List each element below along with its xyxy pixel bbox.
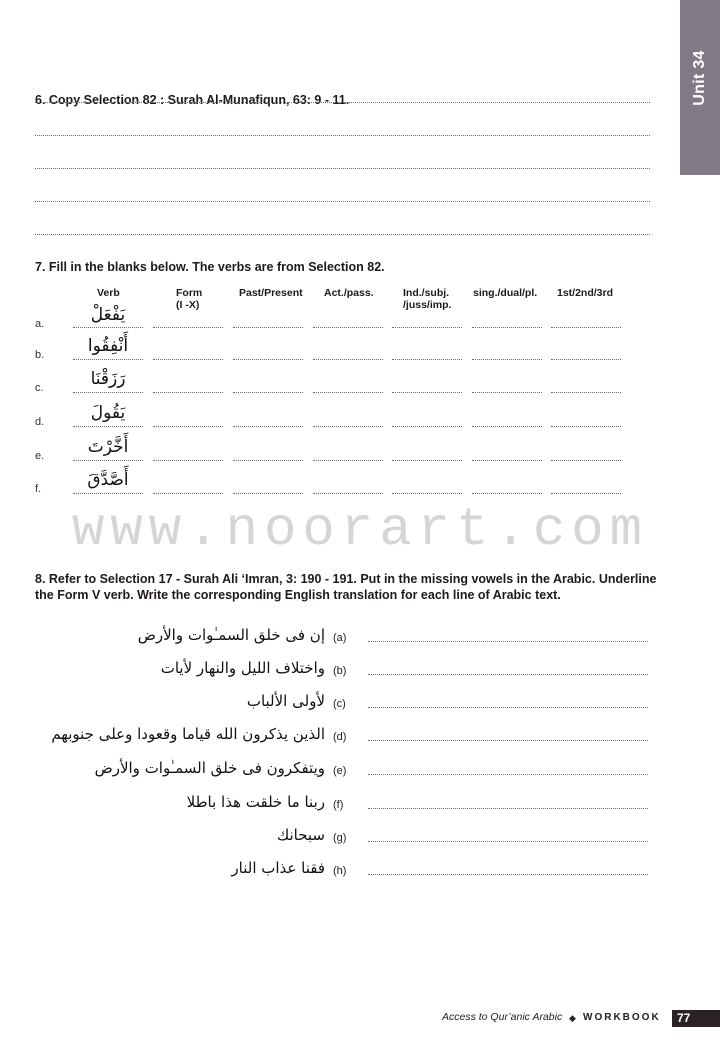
blank-person[interactable]	[551, 327, 621, 328]
blank-act-pass[interactable]	[313, 359, 383, 360]
blank-mood[interactable]	[392, 392, 462, 393]
col-header-act-pass: Act./pass.	[324, 287, 374, 299]
page-number-box	[672, 1010, 720, 1027]
translation-line[interactable]	[368, 674, 648, 675]
blank-mood[interactable]	[392, 359, 462, 360]
blank-act-pass[interactable]	[313, 493, 383, 494]
blank-person[interactable]	[551, 460, 621, 461]
blank-mood[interactable]	[392, 460, 462, 461]
footer-series: WORKBOOK	[583, 1012, 661, 1023]
question-8-title: 8. Refer to Selection 17 - Surah Ali ‘Imran, 3: 190 - 191. Put in the missing vowels in the Arabic. Underline the Form V verb. Write the corresponding English translation for each line of Arabic text.	[35, 572, 657, 602]
translation-line[interactable]	[368, 841, 648, 842]
blank-mood[interactable]	[392, 327, 462, 328]
question-6-title: 6. Copy Selection 82 : Surah Al-Munafiqun, 63: 9 - 11.	[35, 93, 350, 107]
answer-line-6-5[interactable]	[35, 234, 650, 235]
item-label: (a)	[333, 632, 347, 644]
blank-verb	[73, 327, 143, 328]
page-number: 77	[677, 1011, 691, 1025]
watermark: www.noorart.com	[71, 500, 649, 561]
item-label: (e)	[333, 765, 347, 777]
translation-line[interactable]	[368, 641, 648, 642]
unit-tab	[680, 0, 720, 175]
arabic-text: سبحانك	[276, 826, 325, 844]
blank-person[interactable]	[551, 426, 621, 427]
blank-past-present[interactable]	[233, 493, 303, 494]
arabic-text: ويتفكرون فى خلق السمـٰوات والأرض	[94, 759, 325, 777]
col-header-verb: Verb	[97, 287, 120, 299]
item-label: (c)	[333, 698, 346, 710]
verb-arabic: يَقُولَ	[90, 403, 126, 423]
blank-number[interactable]	[472, 327, 542, 328]
blank-verb	[73, 359, 143, 360]
blank-person[interactable]	[551, 359, 621, 360]
translation-line[interactable]	[368, 874, 648, 875]
blank-past-present[interactable]	[233, 359, 303, 360]
translation-line[interactable]	[368, 740, 648, 741]
arabic-text: الذين يذكرون الله قياما وقعودا وعلى جنوبهم	[51, 725, 325, 743]
verb-arabic: رَزَقْنَا	[90, 369, 126, 389]
blank-form[interactable]	[153, 493, 223, 494]
arabic-text: ربنا ما خلقت هذا باطلا	[186, 793, 325, 811]
blank-past-present[interactable]	[233, 392, 303, 393]
row-letter: f.	[35, 483, 42, 495]
blank-past-present[interactable]	[233, 460, 303, 461]
answer-line-6-4[interactable]	[35, 201, 650, 202]
blank-mood[interactable]	[392, 426, 462, 427]
blank-form[interactable]	[153, 460, 223, 461]
row-letter: a.	[35, 318, 45, 330]
blank-form[interactable]	[153, 359, 223, 360]
blank-past-present[interactable]	[233, 327, 303, 328]
col-header-form: Form (I -X)	[176, 287, 203, 311]
blank-act-pass[interactable]	[313, 392, 383, 393]
blank-number[interactable]	[472, 392, 542, 393]
verb-arabic: أَصَّدَّقَ	[87, 470, 129, 490]
blank-verb	[73, 493, 143, 494]
blank-act-pass[interactable]	[313, 327, 383, 328]
item-label: (f)	[333, 799, 344, 811]
blank-person[interactable]	[551, 493, 621, 494]
col-header-past-present: Past/Present	[239, 287, 303, 299]
blank-number[interactable]	[472, 493, 542, 494]
answer-line-6-3[interactable]	[35, 168, 650, 169]
arabic-text: إن فى خلق السمـٰوات والأرض	[137, 626, 325, 644]
row-letter: d.	[35, 416, 45, 428]
row-letter: b.	[35, 349, 45, 361]
diamond-icon: ◆	[569, 1013, 576, 1023]
item-label: (d)	[333, 731, 347, 743]
col-header-mood: Ind./subj. /juss/imp.	[403, 287, 452, 311]
blank-form[interactable]	[153, 392, 223, 393]
blank-person[interactable]	[551, 392, 621, 393]
row-letter: e.	[35, 450, 45, 462]
row-letter: c.	[35, 382, 44, 394]
item-label: (h)	[333, 865, 347, 877]
blank-act-pass[interactable]	[313, 426, 383, 427]
translation-line[interactable]	[368, 774, 648, 775]
question-7-title: 7. Fill in the blanks below. The verbs are from Selection 82.	[35, 260, 385, 274]
translation-line[interactable]	[368, 707, 648, 708]
blank-form[interactable]	[153, 327, 223, 328]
verb-arabic: يَفْعَلْ	[90, 305, 126, 325]
blank-verb	[73, 392, 143, 393]
arabic-text: فقنا عذاب النار	[231, 859, 325, 877]
item-label: (g)	[333, 832, 347, 844]
arabic-text: واختلاف الليل والنهار لأيات	[160, 659, 325, 677]
arabic-text: لأولى الألباب	[246, 692, 325, 710]
blank-mood[interactable]	[392, 493, 462, 494]
answer-line-6-2[interactable]	[35, 135, 650, 136]
footer-book-title: Access to Qur’anic Arabic	[442, 1011, 563, 1023]
blank-verb	[73, 460, 143, 461]
blank-verb	[73, 426, 143, 427]
blank-past-present[interactable]	[233, 426, 303, 427]
col-header-person: 1st/2nd/3rd	[557, 287, 614, 299]
answer-line-6-1[interactable]	[35, 102, 650, 103]
unit-tab-label: Unit 34	[691, 50, 708, 106]
blank-number[interactable]	[472, 460, 542, 461]
item-label: (b)	[333, 665, 347, 677]
blank-number[interactable]	[472, 359, 542, 360]
verb-arabic: أَنْفِقُوا	[87, 336, 129, 356]
blank-number[interactable]	[472, 426, 542, 427]
blank-act-pass[interactable]	[313, 460, 383, 461]
verb-arabic: أَخَّرْتَ	[87, 437, 129, 457]
col-header-number: sing./dual/pl.	[473, 287, 538, 299]
blank-form[interactable]	[153, 426, 223, 427]
translation-line[interactable]	[368, 808, 648, 809]
